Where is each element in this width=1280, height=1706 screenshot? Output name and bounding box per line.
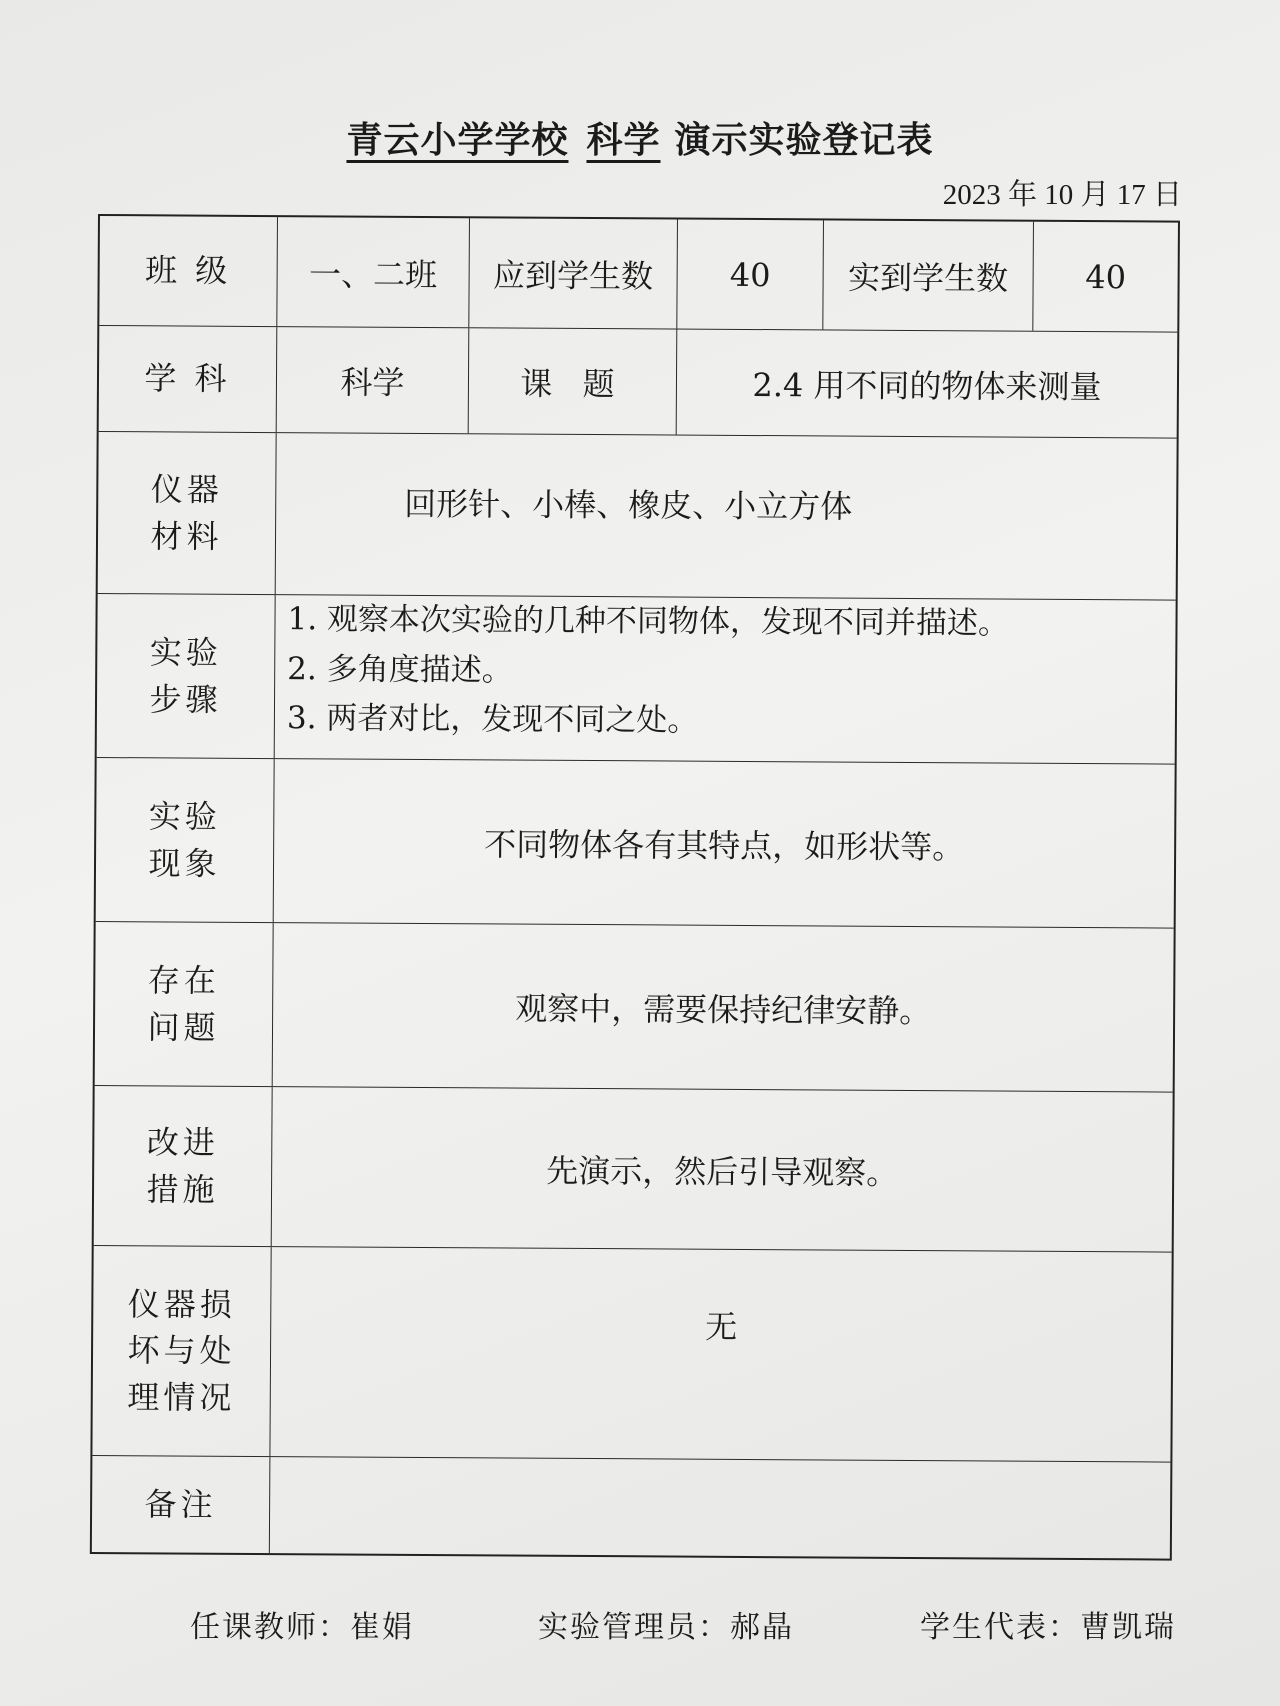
form-date: 2023 年 10 月 17 日	[942, 179, 1182, 211]
manager-signature: 实验管理员：郝晶	[538, 1610, 794, 1645]
improvement-value: 先演示，然后引导观察。	[546, 1151, 899, 1192]
improvement-label: 改进 措施	[94, 1086, 273, 1246]
phenomenon-label: 实验 现象	[96, 758, 275, 922]
equipment-label: 仪器 材料	[98, 432, 277, 594]
step-item: 2. 多角度描述。	[287, 650, 513, 689]
steps-list	[275, 595, 1176, 763]
record-table	[90, 214, 1180, 1561]
row-improvement	[94, 1086, 1173, 1253]
actual-count-label: 实到学生数	[823, 220, 1034, 330]
teacher-signature: 任课教师：崔娟	[190, 1610, 414, 1645]
problems-value: 观察中，需要保持纪律安静。	[515, 989, 932, 1030]
subject-name: 科学	[586, 120, 661, 161]
topic-value: 2.4 用不同的物体来测量	[752, 365, 1102, 406]
row-phenomenon	[96, 758, 1175, 929]
subject-value: 科学	[277, 327, 470, 433]
form-name: 演示实验登记表	[674, 120, 934, 161]
class-value: 一、二班	[277, 217, 470, 327]
damage-value: 无	[705, 1307, 738, 1346]
subject-label: 学 科	[99, 326, 278, 432]
steps-label: 实验 步骤	[97, 594, 276, 758]
expected-count-label: 应到学生数	[469, 218, 678, 328]
row-remarks	[92, 1456, 1171, 1559]
topic-label: 课 题	[469, 328, 678, 434]
row-class	[99, 216, 1178, 333]
remarks-label: 备注	[92, 1456, 271, 1553]
remarks-value	[270, 1457, 1171, 1558]
problems-label: 存在 问题	[95, 922, 274, 1086]
step-item: 3. 两者对比，发现不同之处。	[286, 700, 699, 739]
class-label: 班 级	[99, 216, 278, 326]
row-problems	[95, 922, 1174, 1093]
expected-count-value: 40	[677, 220, 824, 330]
damage-label: 仪器损 坏与处 理情况	[92, 1246, 271, 1456]
student-signature: 学生代表：曹凯瑞	[920, 1610, 1176, 1645]
school-name: 青云小学学校	[346, 120, 569, 161]
phenomenon-value: 不同物体各有其特点，如形状等。	[484, 824, 965, 866]
row-subject	[99, 326, 1178, 439]
step-item: 1. 观察本次实验的几种不同物体，发现不同并描述。	[287, 601, 1010, 642]
actual-count-value: 40	[1085, 257, 1127, 296]
row-steps	[97, 594, 1176, 765]
row-equipment	[98, 432, 1177, 601]
row-damage	[92, 1246, 1171, 1463]
equipment-value: 回形针、小棒、橡皮、小立方体	[404, 484, 853, 526]
form-title	[0, 112, 1280, 163]
